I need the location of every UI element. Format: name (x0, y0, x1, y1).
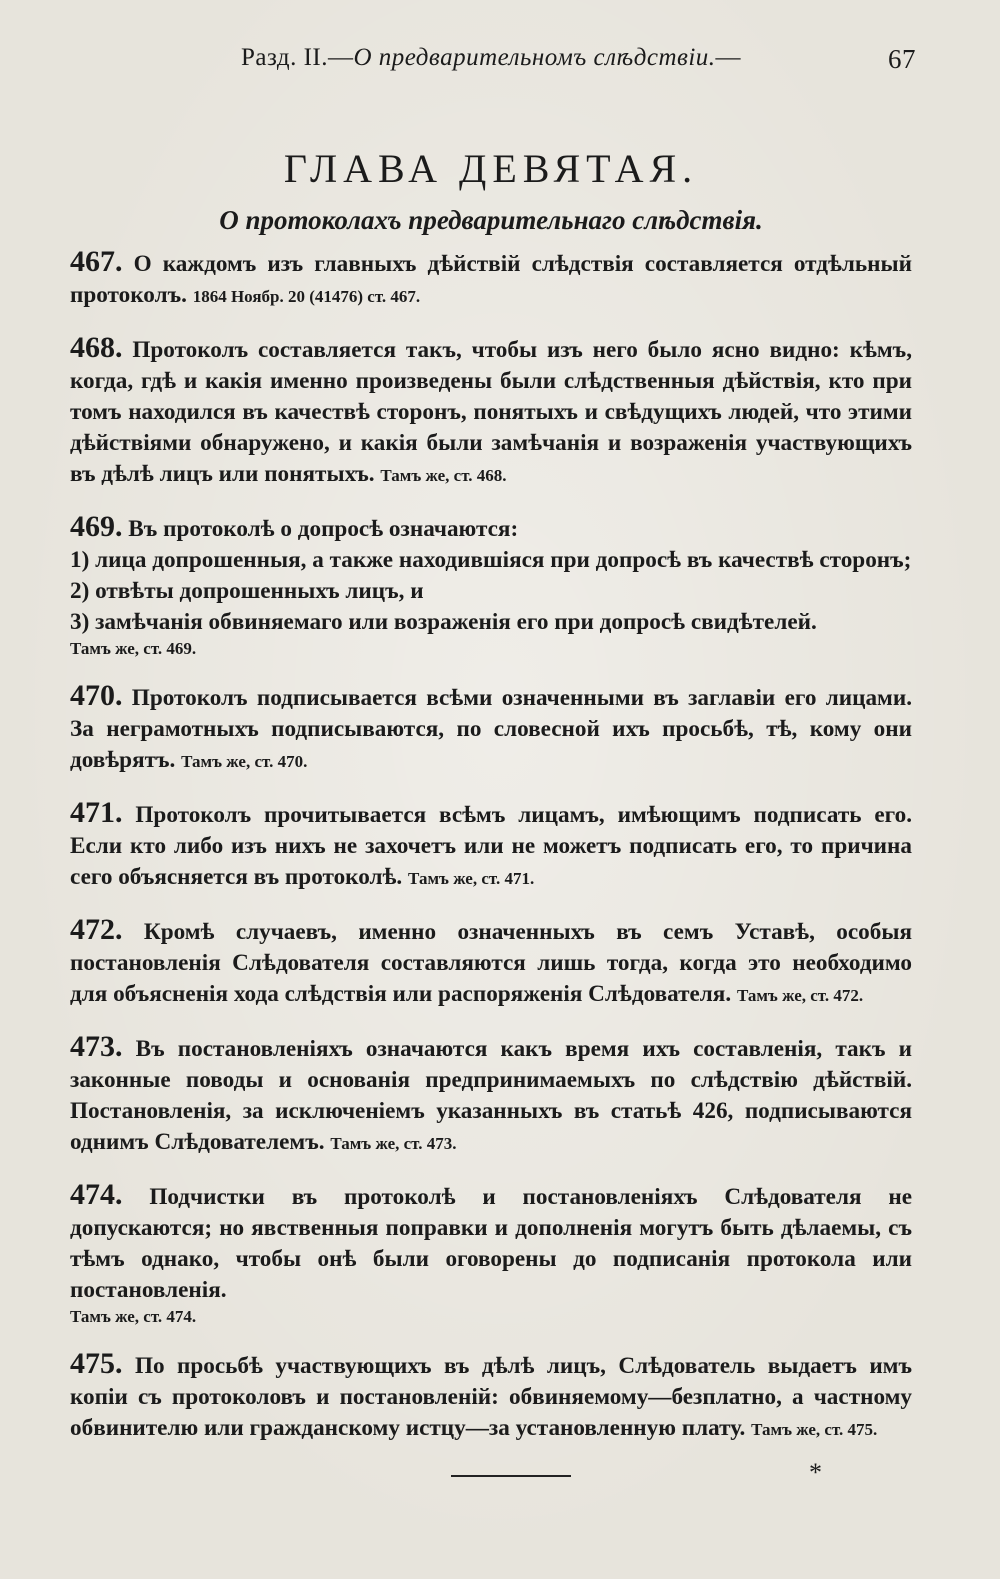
article-469-item-2: 2) отвѣты допрошенныхъ лицъ, и (70, 578, 424, 604)
header-title: О предварительномъ слѣдствіи. (353, 44, 716, 71)
article-472 (70, 914, 912, 1011)
article-text: Протоколъ прочитывается всѣмъ лицамъ, имѣющимъ подписать его. Если кто либо изъ нихъ не захочетъ или не можетъ подписать его, то причина сего объясняется въ протоколѣ. (70, 802, 912, 890)
article-source: Тамъ же, ст. 472. (736, 986, 864, 1005)
article-source: Тамъ же, ст. 469. (70, 639, 197, 658)
header-dash: — (715, 44, 742, 71)
article-468 (70, 332, 912, 491)
article-474 (70, 1179, 912, 1306)
running-header (70, 44, 916, 84)
end-rule (451, 1475, 571, 1477)
article-469-item-1: 1) лица допрошенныя, а также находившіяся при допросѣ въ качествѣ сторонъ; (70, 547, 912, 573)
article-467 (70, 246, 912, 312)
article-source: Тамъ же, ст. 470. (181, 752, 308, 771)
article-number: 472. (70, 913, 123, 946)
article-number: 467. (70, 245, 123, 278)
article-text: Протоколъ подписывается всѣми означенными въ заглавіи его лицами. За неграмотныхъ подписываются, по словесной ихъ просьбѣ, тѣ, кому они довѣрятъ. (70, 685, 912, 773)
article-470 (70, 680, 912, 777)
article-475 (70, 1348, 912, 1445)
chapter-title: ГЛАВА ДЕВЯТАЯ. (283, 146, 699, 191)
article-source: Тамъ же, ст. 468. (380, 466, 507, 485)
article-number: 475. (70, 1347, 123, 1380)
article-text: Подчистки въ протоколѣ и постановленіяхъ Слѣдователя не допускаются; но явственныя поправки и дополненія могутъ быть дѣлаемы, съ тѣмъ однако, чтобы онѣ были оговорены до подписанія протокола или постановленія. (70, 1184, 912, 1303)
article-source: 1864 Ноябр. 20 (41476) ст. 467. (192, 287, 421, 306)
article-469-item-3: 3) замѣчанія обвиняемаго или возраженія его при допросѣ свидѣтелей. (70, 609, 817, 635)
article-number: 469. (70, 510, 123, 543)
article-source: Тамъ же, ст. 471. (408, 869, 535, 888)
chapter-subtitle: О протоколахъ предварительнаго слѣдствія. (219, 205, 763, 235)
article-number: 473. (70, 1030, 123, 1063)
article-473 (70, 1031, 912, 1159)
article-source: Тамъ же, ст. 475. (751, 1420, 878, 1439)
article-number: 471. (70, 796, 123, 829)
signature-mark: * (809, 1458, 822, 1487)
article-text: Въ протоколѣ о допросѣ означаются: (122, 516, 519, 542)
article-text: Протоколъ составляется такъ, чтобы изъ него было ясно видно: кѣмъ, когда, гдѣ и какія именно произведены были слѣдственныя дѣйствія, кто при томъ находился въ качествѣ сторонъ, понятыхъ и свѣдущихъ людей, что этими дѣйствіями обнаружено, и какія были замѣчанія и возраженія участвующихъ въ дѣлѣ лицъ или понятыхъ. (70, 337, 912, 487)
article-text: По просьбѣ участвующихъ въ дѣлѣ лицъ, Слѣдователь выдаетъ имъ копіи съ протоколовъ и постановленій: обвиняемому—безплатно, а частному обвинителю или гражданскому истцу—за установленную плату. (70, 1353, 912, 1441)
page-number: 67 (888, 44, 916, 74)
article-text: О каждомъ изъ главныхъ дѣйствій слѣдствія составляется отдѣльный протоколъ. (70, 251, 912, 308)
article-text: Въ постановленіяхъ означаются какъ время ихъ составленія, такъ и законные поводы и основанія предпринимаемыхъ по слѣдствію дѣйствій. Постановленія, за исключеніемъ указанныхъ въ статьѣ 426, подписываются однимъ Слѣдователемъ. (70, 1036, 912, 1155)
article-469 (70, 511, 912, 545)
article-number: 468. (70, 331, 123, 364)
header-section: Разд. II.— (240, 44, 354, 71)
article-source: Тамъ же, ст. 473. (330, 1134, 457, 1153)
article-471 (70, 797, 912, 894)
article-number: 470. (70, 679, 123, 712)
article-source: Тамъ же, ст. 474. (70, 1307, 197, 1326)
article-number: 474. (70, 1178, 123, 1211)
article-text: Кромѣ случаевъ, именно означенныхъ въ семъ Уставѣ, особыя постановленія Слѣдователя составляются лишь тогда, когда это необходимо для объясненія хода слѣдствія или распоряженія Слѣдователя. (70, 919, 912, 1007)
